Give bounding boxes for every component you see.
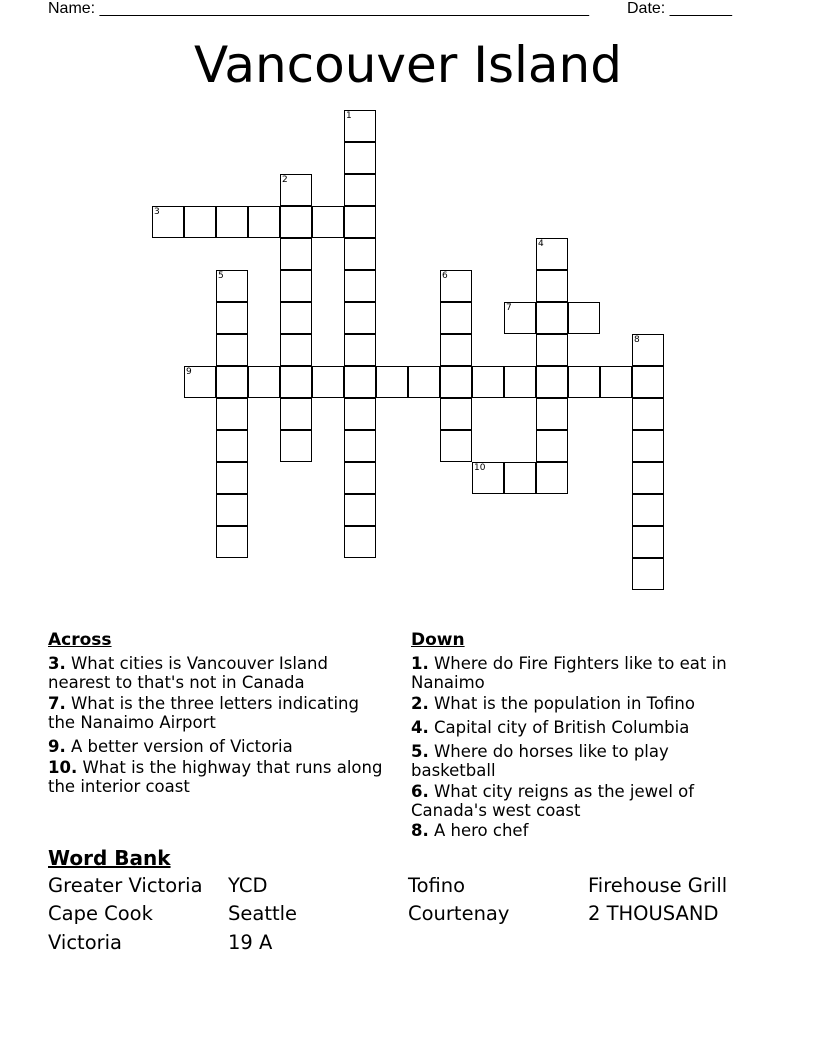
across-clue (48, 758, 382, 796)
clue-number-label: 8. (411, 821, 429, 840)
clue-text: Where do Fire Fighters like to eat in (428, 654, 727, 673)
grid-cell[interactable] (216, 494, 248, 526)
grid-cell[interactable] (376, 366, 408, 398)
grid-cell[interactable] (344, 206, 376, 238)
grid-cell[interactable] (216, 334, 248, 366)
clue-number: 7 (506, 303, 512, 313)
grid-cell[interactable] (184, 206, 216, 238)
grid-cell[interactable] (440, 430, 472, 462)
date-field: Date: _______ (627, 0, 732, 17)
clue-text: What cities is Vancouver Island (65, 654, 328, 673)
down-clue (411, 718, 689, 737)
grid-cell[interactable] (440, 398, 472, 430)
grid-cell[interactable] (344, 462, 376, 494)
word-bank-item: Seattle (228, 902, 298, 925)
grid-cell[interactable] (536, 430, 568, 462)
clue-text: Nanaimo (411, 673, 485, 692)
grid-cell[interactable] (632, 366, 664, 398)
clue-number-label: 6. (411, 782, 429, 801)
word-bank-item: YCD (228, 874, 268, 897)
grid-cell[interactable] (280, 206, 312, 238)
grid-cell[interactable] (440, 334, 472, 366)
word-bank-item: Victoria (48, 931, 123, 954)
down-heading: Down (411, 630, 465, 650)
clue-number: 8 (634, 335, 640, 345)
grid-cell[interactable] (312, 206, 344, 238)
grid-cell[interactable] (344, 398, 376, 430)
clue-number-label: 5. (411, 742, 429, 761)
word-bank-item: 2 THOUSAND (588, 902, 719, 925)
clue-text: nearest to that's not in Canada (48, 673, 305, 692)
down-clue (411, 742, 669, 780)
grid-cell[interactable] (344, 430, 376, 462)
across-clue (48, 694, 359, 732)
clue-number: 5 (218, 271, 224, 281)
grid-cell[interactable] (440, 366, 472, 398)
grid-cell[interactable] (536, 398, 568, 430)
down-clue (411, 821, 528, 840)
grid-cell[interactable] (216, 366, 248, 398)
grid-cell[interactable] (248, 366, 280, 398)
grid-cell[interactable] (536, 462, 568, 494)
clue-number: 2 (282, 175, 288, 185)
grid-cell[interactable] (632, 526, 664, 558)
clue-number: 3 (154, 207, 160, 217)
clue-number-label: 9. (48, 737, 66, 756)
clue-number-label: 4. (411, 718, 429, 737)
page-title: Vancouver Island (194, 36, 622, 94)
clue-number: 4 (538, 239, 544, 249)
grid-cell[interactable] (504, 462, 536, 494)
across-clue (48, 737, 293, 756)
word-bank-item: Cape Cook (48, 902, 153, 925)
grid-cell[interactable] (344, 366, 376, 398)
clue-text: Capital city of British Columbia (428, 718, 690, 737)
grid-cell[interactable] (504, 366, 536, 398)
down-clue (411, 694, 695, 713)
grid-cell[interactable] (344, 302, 376, 334)
clue-text: What is the three letters indicating (65, 694, 359, 713)
grid-cell[interactable] (280, 302, 312, 334)
word-bank-item: Greater Victoria (48, 874, 203, 897)
grid-cell[interactable] (216, 526, 248, 558)
clue-text: What city reigns as the jewel of (428, 782, 695, 801)
grid-cell[interactable] (408, 366, 440, 398)
grid-cell[interactable] (472, 366, 504, 398)
grid-cell[interactable] (248, 206, 280, 238)
grid-cell[interactable] (440, 302, 472, 334)
grid-cell[interactable] (216, 302, 248, 334)
clue-number: 6 (442, 271, 448, 281)
grid-cell[interactable] (536, 366, 568, 398)
grid-cell[interactable] (280, 366, 312, 398)
grid-cell[interactable] (632, 398, 664, 430)
clue-text: the interior coast (48, 777, 190, 796)
clue-text: the Nanaimo Airport (48, 713, 216, 732)
grid-cell[interactable] (568, 302, 600, 334)
grid-cell[interactable] (216, 398, 248, 430)
grid-cell[interactable] (280, 430, 312, 462)
clue-text: basketball (411, 761, 496, 780)
clue-number: 9 (186, 367, 192, 377)
word-bank-title: Word Bank (48, 846, 171, 870)
grid-cell[interactable] (280, 270, 312, 302)
grid-cell[interactable] (632, 462, 664, 494)
clue-number-label: 1. (411, 654, 429, 673)
grid-cell[interactable] (344, 270, 376, 302)
grid-cell[interactable] (280, 334, 312, 366)
grid-cell[interactable] (344, 526, 376, 558)
clue-number: 1 (346, 111, 352, 121)
clue-text: Where do horses like to play (428, 742, 669, 761)
grid-cell[interactable] (216, 462, 248, 494)
word-bank-item: Firehouse Grill (588, 874, 728, 897)
clue-number-label: 3. (48, 654, 66, 673)
down-clue (411, 654, 727, 692)
grid-cell[interactable] (312, 366, 344, 398)
clue-text: Canada's west coast (411, 801, 581, 820)
across-clue (48, 654, 328, 692)
grid-cell[interactable] (536, 302, 568, 334)
grid-cell[interactable] (344, 334, 376, 366)
grid-cell[interactable] (344, 238, 376, 270)
grid-cell[interactable] (568, 366, 600, 398)
grid-cell[interactable] (280, 238, 312, 270)
word-bank-item: Courtenay (408, 902, 510, 925)
down-clue (411, 782, 694, 820)
grid-cell[interactable] (216, 430, 248, 462)
clue-number-label: 2. (411, 694, 429, 713)
grid-cell[interactable] (344, 174, 376, 206)
across-heading: Across (48, 630, 112, 650)
grid-cell[interactable] (344, 494, 376, 526)
clue-number-label: 10. (48, 758, 78, 777)
grid-cell[interactable] (536, 270, 568, 302)
grid-cell[interactable] (632, 430, 664, 462)
clue-text: What is the highway that runs along (77, 758, 383, 777)
clue-text: A hero chef (428, 821, 529, 840)
clue-text: A better version of Victoria (65, 737, 293, 756)
grid-cell[interactable] (216, 206, 248, 238)
clue-number-label: 7. (48, 694, 66, 713)
grid-cell[interactable] (280, 398, 312, 430)
word-bank-item: 19 A (228, 931, 273, 954)
name-field: Name: _______________________________________________________ (48, 0, 589, 17)
clue-number: 10 (474, 463, 486, 473)
grid-cell[interactable] (632, 494, 664, 526)
clue-text: What is the population in Tofino (428, 694, 695, 713)
grid-cell[interactable] (632, 558, 664, 590)
word-bank-item: Tofino (408, 874, 466, 897)
grid-cell[interactable] (600, 366, 632, 398)
grid-cell[interactable] (536, 334, 568, 366)
grid-cell[interactable] (344, 142, 376, 174)
